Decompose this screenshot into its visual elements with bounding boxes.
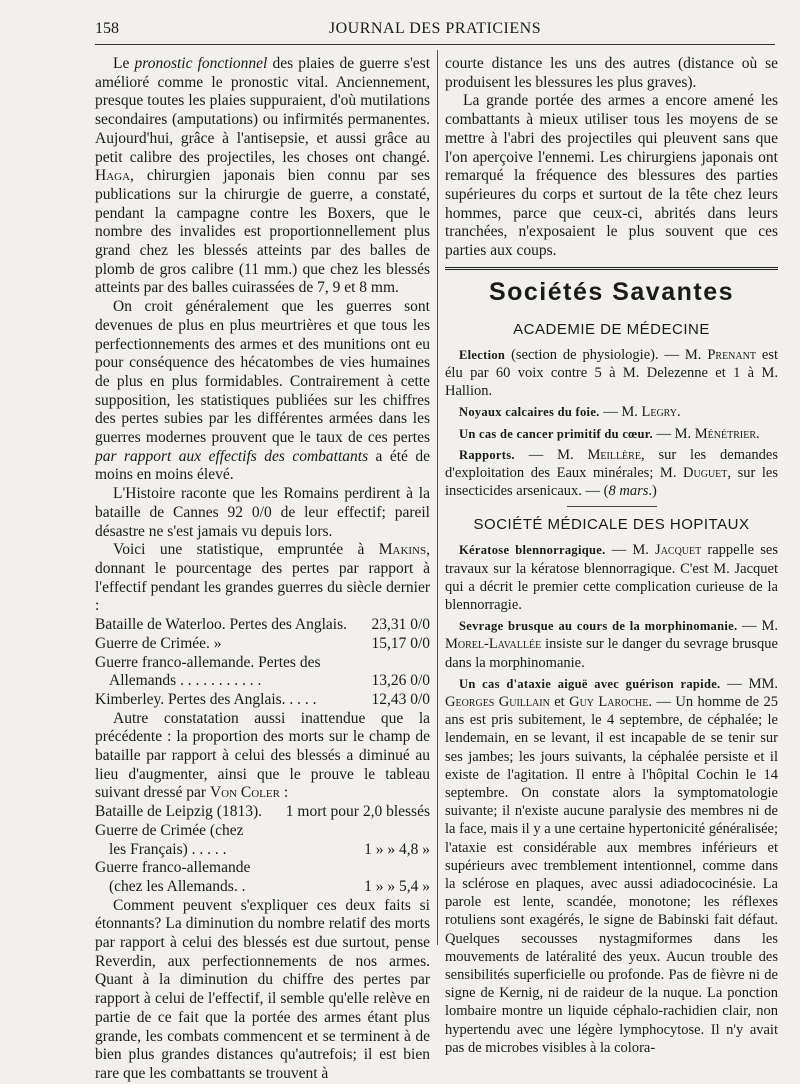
page-header: [95, 20, 775, 44]
section-title-societes: Sociétés Savantes: [488, 277, 735, 306]
section-rule: [567, 506, 657, 507]
author-name: Von Coler: [209, 784, 280, 802]
header-rule: [95, 44, 775, 45]
paragraph-guerres: On croit généralement que les guerres sont devenues de plus en plus meurtrières et que tous les perfectionnements des armes et des munitions ont eu pour conséquence des hécatombes de vies humaines de plus en plus formidables. Contrairement à cette supposition, les statistiques publiées sur les chiffres des pertes subies par les différentes armées dans les guerres modernes prouvent que le taux de ces pertes par rapport aux effectifs des combattants a été de moins en moins élevé.: [95, 298, 430, 484]
entry-ataxie: Un cas d'ataxie aiguë avec guérison rapide. — MM. Georges Guillain et Guy Laroche. — Un homme de 25 ans est pris subitement, le 4 septembre, de céphalée; le lendemain, en se levant, il est incapable de se tenir sur ses jambes; les jours suivants, la céphalée persiste et il existe de l'agitation. Il entre à l'hôpital Cochin le 14 septembre. On constate alors la symptomatologie suivante; il n'existe aucune paralysie des membres ni de la face, mais il y a une certaine hypertonicité généralisée; l'ataxie est considérable aux membres inférieurs et supérieurs avec tremblement intentionnel, comme dans la sclérose en plaques, avec aussi adiadococinésie. La parole est lente, scandée, monotone; les réflexes rotuliens sont exagérés, le signe de Babinski fait défaut. Quelques secousses nystagmiformes dans les mouvements de latéralité des yeux. Aucun trouble des sensibilités superficielle ou profonde. Pas de fièvre ni de signe de Kernig, ni de raideur de la nuque. La ponction lombaire montre un liquide céphalo-rachidien clair, non hypertendu avec une légère lymphocytose. Il n'y avait pas de microbes visibles à la colora-: [445, 675, 779, 1056]
entry-rapports: Rapports. — M. Meillère, sur les demandes d'exploitation des Eaux minérales; M. Duguet, sur les insecticides arsenicaux. — (8 mars.): [445, 446, 778, 500]
table-row: Guerre de Crimée (chez: [95, 821, 244, 839]
entry-cancer: Un cas de cancer primitif du cœur. — M. Ménétrier.: [459, 425, 760, 442]
paragraph-continuation: courte distance les uns des autres (distance où se produisent les blessures les plus graves).: [445, 55, 778, 91]
paragraph-histoire: L'Histoire raconte que les Romains perdirent à la bataille de Cannes 92 0/0 de leur effectif; pareil désastre ne s'est jamais vu depuis lors.: [95, 485, 430, 540]
section-double-rule: [445, 267, 778, 270]
table-row: Bataille de Waterloo. Pertes des Anglais. 23,31 0/0: [95, 616, 430, 634]
deaths-table: [95, 803, 430, 897]
academie-heading: ACADEMIE DE MÉDECINE: [513, 320, 710, 338]
smh-heading: SOCIÉTÉ MÉDICALE DES HOPITAUX: [473, 516, 750, 534]
left-column: [95, 55, 430, 1084]
entry-election: Election (section de physiologie). — M. Prenant est élu par 60 voix contre 5 à M. Delezenne et 1 à M. Hallion.: [445, 346, 778, 400]
table-row: Allemands . . . . . . . . . . . 13,26 0/0: [109, 672, 430, 690]
table-row: (chez les Allemands. . 1 » » 5,4 »: [109, 877, 430, 895]
table-row: Guerre franco-allemande. Pertes des: [95, 653, 321, 671]
table-row: Bataille de Leipzig (1813). 1 mort pour 2,0 blessés: [95, 803, 430, 821]
journal-title: JOURNAL DES PRATICIENS: [328, 20, 542, 37]
table-row: Guerre de Crimée. » 15,17 0/0: [95, 634, 430, 652]
author-name: Haga: [95, 167, 131, 185]
entry-noyaux: Noyaux calcaires du foie. — M. Legry.: [459, 404, 681, 421]
table-row: Guerre franco-allemande: [95, 859, 251, 877]
losses-table: [95, 616, 430, 710]
table-row: les Français) . . . . . 1 » » 4,8 »: [109, 840, 430, 858]
paragraph-statistique: Voici une statistique, empruntée à Makins, donnant le pourcentage des pertes par rapport à l'effectif pendant les grandes guerres du siècle dernier :: [95, 541, 430, 615]
paragraph-explication: Comment peuvent s'expliquer ces deux faits si étonnants? La diminution du nombre relatif des morts par rapport à celui des blessés est due surtout, pense Reverdin, aux perfectionnements de nos armes. Quant à la diminution du chiffre des pertes par rapport à celui de l'effectif, il semble qu'elle relève en partie de ce fait que la portée des armes étant plus grande, les combats commencent et se terminent à de bien plus grandes distances qu'autrefois; il est bien rare que les combattants se trouvent à: [95, 896, 430, 1082]
paragraph-portee: La grande portée des armes a encore amené les combattants à mieux utiliser tous les moyens de se mettre à l'abri des projectiles qui pleuvent sans que l'on aperçoive l'ennemi. Les chirurgiens japonais ont remarqué la fréquence des blessures des parties supérieures du corps et surtout de la tête chez leurs hommes, parce que ceux-ci, abrités dans leurs tranchées, n'exposaient le plus souvent que ces parties aux coups.: [445, 92, 778, 260]
paragraph-constatation: Autre constatation aussi inattendue que la précédente : la proportion des morts sur le champ de bataille par rapport à celui des blessés a diminué au lieu d'augmenter, ainsi que le prouve le tableau suivant dressé par Von Coler :: [95, 709, 430, 802]
table-row: Kimberley. Pertes des Anglais. . . . . 12,43 0/0: [95, 690, 430, 708]
entry-keratose: Kératose blennorragique. — M. Jacquet rappelle ses travaux sur la kératose blennorragique. C'est M. Jacquet qui a décrit le premier cette complication curieuse de la blennorragie.: [445, 542, 778, 613]
paragraph-pronostic: Le pronostic fonctionnel des plaies de guerre s'est amélioré comme le pronostic vital. Anciennement, presque toutes les plaies suppuraient, d'où mutilations secondaires (amputations) ou infirmités permanentes. Aujourd'hui, grâce à l'antisepsie, et aussi grâce au petit calibre des projectiles, les choses ont changé. Haga, chirurgien japonais bien connu par ses publications sur la chirurgie de guerre, a constaté, pendant la campagne contre les Boxers, que le nombre des invalides est proportionnellement plus grand chez les blessés atteints par des balles de plomb de gros calibre (11 mm.) que chez les blessés atteints par des balles cuirassées de 7, 9 et 8 mm.: [95, 55, 431, 297]
right-column: [445, 55, 778, 1060]
entry-sevrage: Sevrage brusque au cours de la morphinomanie. — M. Morel-Lavallée insiste sur le danger du sevrage brusque dans la morphinomanie.: [445, 618, 778, 671]
page-number: 158: [95, 20, 119, 37]
author-name: Makins: [378, 541, 427, 559]
column-divider: [437, 50, 438, 945]
